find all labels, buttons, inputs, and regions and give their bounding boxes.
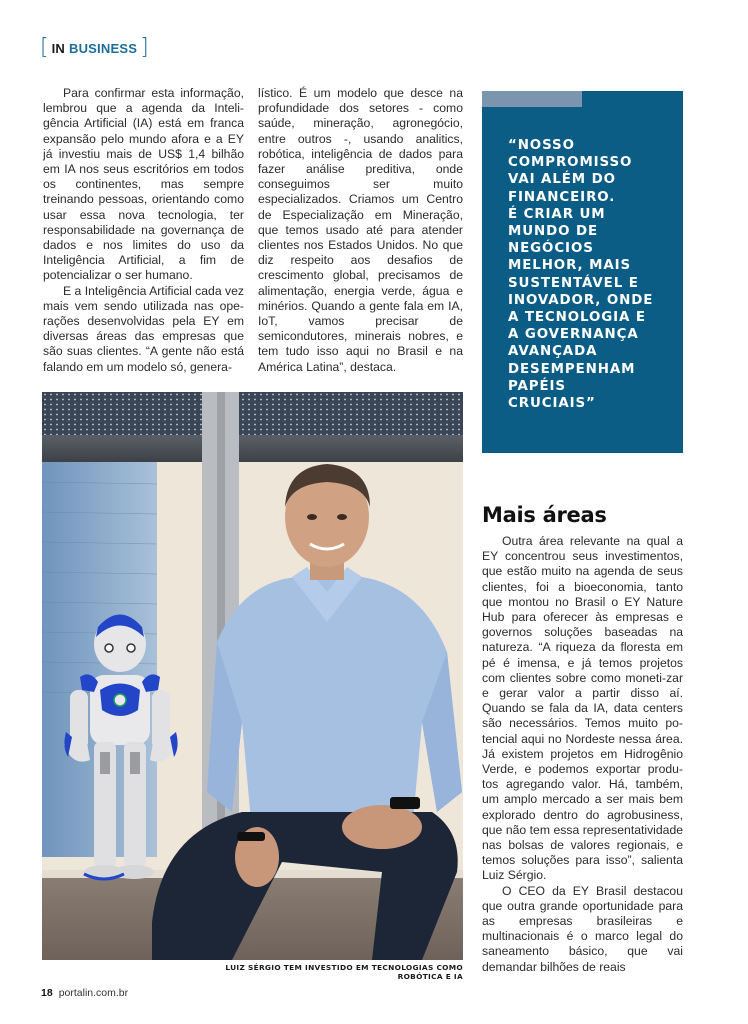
- quote-line: COMPROMISSO: [508, 155, 633, 171]
- quote-line: INOVADOR, ONDE: [508, 292, 654, 308]
- quote-line: VAI ALÉM DO: [508, 172, 616, 188]
- photo-illustration: [42, 392, 463, 960]
- section-heading: Mais áreas: [482, 503, 607, 527]
- quote-line: MUNDO DE: [508, 224, 599, 240]
- page-number: 18: [41, 987, 53, 999]
- article-column-3: [482, 534, 683, 975]
- quote-line: CRUCIAIS”: [508, 396, 596, 412]
- section-tag-business: BUSINESS: [69, 40, 138, 56]
- quote-accent-bar: [482, 91, 582, 107]
- quote-line: AVANÇADA: [508, 344, 598, 360]
- quote-line: A GOVERNANÇA: [508, 327, 639, 343]
- quote-line: SUSTENTÁVEL E: [508, 275, 639, 291]
- section-tag: [40, 37, 149, 59]
- quote-line: É CRIAR UM: [508, 206, 606, 222]
- paragraph: E a Inteligência Artificial cada vez mais vem sendo utilizada nas ope-rações desenvolvidas pela EY em diversas áreas das empresas que são suas clientes. “A gente não está falando em um modelo só, genera-: [43, 283, 244, 374]
- article-column-2: [258, 86, 463, 375]
- open-bracket: [: [40, 35, 49, 60]
- paragraph: lístico. É um modelo que desce na profundidade dos setores - como saúde, mineração, agronegócio, entre outros -, usando analitics, robótica, inteligência de dados para fazer análise preditiva, onde conseguimos ser muito especializados. Criamos um Centro de Especialização em Mineração, que temos usado até para atender clientes nos Estados Unidos. No que diz respeito aos desafios de crescimento global, precisamos de alimentação, energia verde, água e minérios. Quando a gente fala em IA, IoT, vamos precisar de semicondutores, minerais nobres, e tem tudo isso aqui no Brasil e na América Latina”, destaca.: [258, 86, 463, 374]
- section-tag-in: IN: [51, 40, 65, 56]
- footer-site[interactable]: portalin.com.br: [58, 987, 129, 999]
- pull-quote-text: [508, 137, 678, 412]
- quote-line: MELHOR, MAIS: [508, 258, 632, 274]
- article-column-1: [43, 86, 244, 375]
- quote-line: DESEMPENHAM: [508, 361, 636, 377]
- paragraph: Outra área relevante na qual a EY concentrou seus investimentos, que estão muito na agenda de seus clientes, foi a bioeconomia, tanto que montou no Brasil o EY Nature Hub para oferecer às empresas e governos soluções baseadas na natureza. “A riqueza da floresta em pé é imensa, e já temos projetos com clientes sobre como moneti-zar e gerar valor a partir disso aí. Quando se fala da IA, data centers são necessários. Temos muito po-tencial aqui no Nordeste nessa área. Já existem projetos em Hidrogênio Verde, e podemos exportar produ-tos agregando valor. Há, também, um amplo mercado a ser mais bem explorado dentro do agrobusiness, que não tem essa representatividade nas bolsas de valores regionais, e temos soluções para isso”, salienta Luiz Sérgio.: [482, 534, 683, 883]
- article-photo: [42, 392, 463, 960]
- paragraph: O CEO da EY Brasil destacou que outra grande oportunidade para as empresas brasileiras e multinacionais é o marco legal do saneamento básico, que vai demandar bilhões de reais: [482, 883, 683, 974]
- quote-line: PAPÉIS: [508, 378, 566, 394]
- photo-caption: LUIZ SÉRGIO TEM INVESTIDO EM TECNOLOGIAS COMO ROBÓTICA E IA: [225, 963, 463, 981]
- page-footer: [41, 987, 128, 999]
- quote-line: NEGÓCIOS: [508, 241, 594, 257]
- pull-quote-box: [482, 91, 683, 453]
- quote-line: A TECNOLOGIA E: [508, 310, 646, 326]
- close-bracket: ]: [140, 35, 149, 60]
- paragraph: Para confirmar esta informação, lembrou que a agenda da Inteli-gência Artificial (IA) está em franca expansão pelo mundo afora e a EY já investiu mais de US$ 1,4 bilhão em IA nos seus escritórios em todos os continentes, mas sempre treinando pessoas, orientando como usar essa nova tecnologia, ter responsabilidade na governança de dados e nos limites do uso da Inteligência Artificial, a fim de potencializar o ser humano.: [43, 86, 244, 283]
- quote-line: “NOSSO: [508, 138, 575, 153]
- quote-line: FINANCEIRO.: [508, 189, 616, 205]
